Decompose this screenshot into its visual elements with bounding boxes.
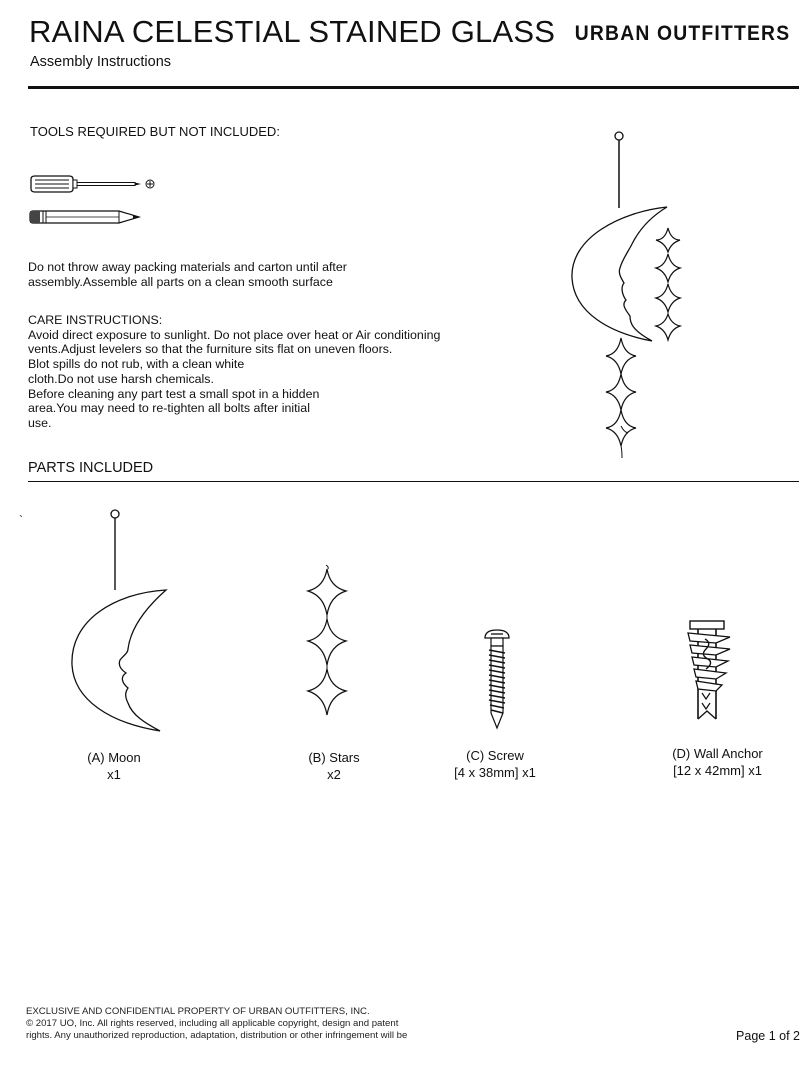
packing-notice: Do not throw away packing materials and carton until after assembly.Assemble all parts on a clean smooth surface (28, 260, 347, 289)
part-d-caption (650, 745, 785, 779)
care-instructions (28, 313, 441, 431)
page-subtitle: Assembly Instructions (30, 54, 172, 70)
footer-line: EXCLUSIVE AND CONFIDENTIAL PROPERTY OF URBAN OUTFITTERS, INC. (26, 1006, 370, 1017)
moon-part-illustration (60, 505, 180, 737)
care-line: Avoid direct exposure to sunlight. Do not place over heat or Air conditioning (28, 327, 441, 342)
wall-anchor-part-illustration (686, 619, 734, 725)
part-label: (A) Moon (87, 750, 141, 765)
assembled-mobile-illustration (560, 128, 700, 468)
part-c-caption (430, 747, 560, 781)
legal-footer (26, 1006, 431, 1042)
screwdriver-icon (29, 173, 159, 195)
footer-line: © 2017 UO, Inc. All rights reserved, including all applicable copyright, design and patent (26, 1018, 399, 1029)
care-line: Blot spills do not rub, with a clean white (28, 357, 245, 372)
stray-mark: ` (19, 513, 23, 527)
part-label: (C) Screw (466, 748, 524, 763)
care-line: cloth.Do not use harsh chemicals. (28, 371, 214, 386)
part-qty: [4 x 38mm] x1 (454, 765, 536, 780)
page-number: Page 1 of 2 (736, 1029, 800, 1043)
care-line: use. (28, 415, 52, 430)
parts-divider (28, 481, 799, 482)
part-label: (B) Stars (308, 750, 360, 765)
care-heading: CARE INSTRUCTIONS: (28, 313, 163, 327)
part-qty: x2 (327, 767, 341, 782)
care-line: area.You may need to re-tighten all bolts after initial (28, 401, 310, 416)
stars-part-illustration (298, 563, 358, 728)
care-line: vents.Adjust levelers so that the furniture sits flat on uneven floors. (28, 342, 393, 357)
part-b-caption (284, 749, 384, 783)
page-title: RAINA CELESTIAL STAINED GLASS (29, 14, 556, 49)
header-divider (28, 86, 799, 89)
part-qty: [12 x 42mm] x1 (673, 763, 762, 778)
pencil-icon (29, 208, 149, 226)
brand-logo: URBAN OUTFITTERS (574, 22, 790, 45)
screw-part-illustration (482, 628, 512, 733)
part-label: (D) Wall Anchor (672, 746, 763, 761)
parts-heading: PARTS INCLUDED (28, 460, 154, 476)
part-qty: x1 (107, 767, 121, 782)
tools-heading: TOOLS REQUIRED BUT NOT INCLUDED: (30, 124, 280, 139)
care-line: Before cleaning any part test a small spot in a hidden (28, 386, 320, 401)
footer-line: rights. Any unauthorized reproduction, adaptation, distribution or other infringement will be (26, 1030, 408, 1041)
part-a-caption (64, 749, 164, 783)
